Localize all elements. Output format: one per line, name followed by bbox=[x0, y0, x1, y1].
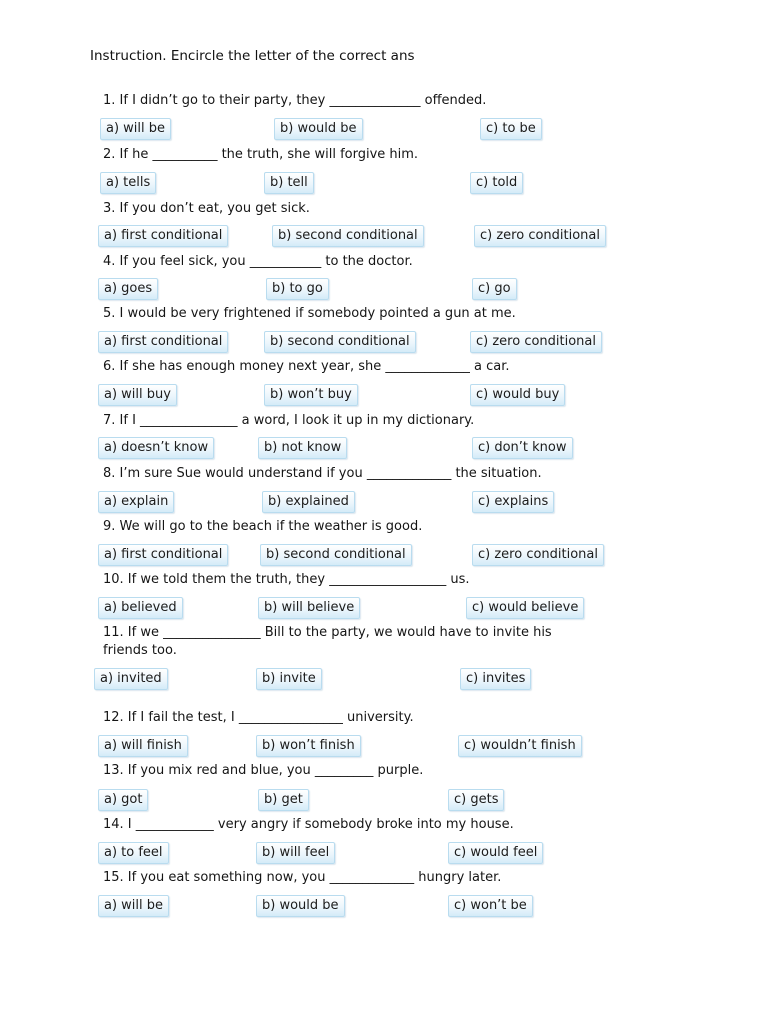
q10-option-c[interactable]: c) would believe bbox=[466, 597, 584, 619]
q15-option-c[interactable]: c) won’t be bbox=[448, 895, 533, 917]
question-12: 12. If I fail the test, I ________________ university. bbox=[103, 710, 414, 725]
q8-option-c[interactable]: c) explains bbox=[472, 491, 554, 513]
q5-option-b[interactable]: b) second conditional bbox=[264, 331, 416, 353]
question-7: 7. If I _______________ a word, I look it up in my dictionary. bbox=[103, 413, 475, 428]
q6-option-b[interactable]: b) won’t buy bbox=[264, 384, 358, 406]
question-14: 14. I ____________ very angry if somebody broke into my house. bbox=[103, 817, 514, 832]
q12-option-c[interactable]: c) wouldn’t finish bbox=[458, 735, 582, 757]
q2-option-c[interactable]: c) told bbox=[470, 172, 523, 194]
question-10: 10. If we told them the truth, they __________________ us. bbox=[103, 572, 470, 587]
q8-option-b[interactable]: b) explained bbox=[262, 491, 355, 513]
q5-option-c[interactable]: c) zero conditional bbox=[470, 331, 602, 353]
q9-option-a[interactable]: a) first conditional bbox=[98, 544, 228, 566]
q14-option-b[interactable]: b) will feel bbox=[256, 842, 335, 864]
q7-option-b[interactable]: b) not know bbox=[258, 437, 347, 459]
q2-option-a[interactable]: a) tells bbox=[100, 172, 156, 194]
question-9: 9. We will go to the beach if the weather is good. bbox=[103, 519, 423, 534]
q13-option-c[interactable]: c) gets bbox=[448, 789, 504, 811]
q1-option-b[interactable]: b) would be bbox=[274, 118, 363, 140]
question-2: 2. If he __________ the truth, she will forgive him. bbox=[103, 147, 419, 162]
q10-option-a[interactable]: a) believed bbox=[98, 597, 183, 619]
q6-option-c[interactable]: c) would buy bbox=[470, 384, 565, 406]
q11-option-c[interactable]: c) invites bbox=[460, 668, 531, 690]
question-5: 5. I would be very frightened if somebody pointed a gun at me. bbox=[103, 306, 516, 321]
q15-option-b[interactable]: b) would be bbox=[256, 895, 345, 917]
q11-option-b[interactable]: b) invite bbox=[256, 668, 322, 690]
q8-option-a[interactable]: a) explain bbox=[98, 491, 174, 513]
q1-option-c[interactable]: c) to be bbox=[480, 118, 542, 140]
question-11: 11. If we _______________ Bill to the party, we would have to invite his friends too. bbox=[103, 625, 552, 658]
q4-option-b[interactable]: b) to go bbox=[266, 278, 329, 300]
q3-option-b[interactable]: b) second conditional bbox=[272, 225, 424, 247]
question-8: 8. I’m sure Sue would understand if you _____________ the situation. bbox=[103, 466, 542, 481]
question-15: 15. If you eat something now, you _____________ hungry later. bbox=[103, 870, 502, 885]
q12-option-a[interactable]: a) will finish bbox=[98, 735, 188, 757]
q7-option-c[interactable]: c) don’t know bbox=[472, 437, 573, 459]
q13-option-a[interactable]: a) got bbox=[98, 789, 148, 811]
question-3: 3. If you don’t eat, you get sick. bbox=[103, 201, 310, 216]
q12-option-b[interactable]: b) won’t finish bbox=[256, 735, 361, 757]
q9-option-b[interactable]: b) second conditional bbox=[260, 544, 412, 566]
question-13: 13. If you mix red and blue, you _________ purple. bbox=[103, 763, 424, 778]
q6-option-a[interactable]: a) will buy bbox=[98, 384, 177, 406]
q1-option-a[interactable]: a) will be bbox=[100, 118, 171, 140]
question-4: 4. If you feel sick, you ___________ to the doctor. bbox=[103, 254, 413, 269]
q4-option-a[interactable]: a) goes bbox=[98, 278, 158, 300]
q4-option-c[interactable]: c) go bbox=[472, 278, 517, 300]
q14-option-c[interactable]: c) would feel bbox=[448, 842, 543, 864]
q15-option-a[interactable]: a) will be bbox=[98, 895, 169, 917]
q2-option-b[interactable]: b) tell bbox=[264, 172, 314, 194]
q9-option-c[interactable]: c) zero conditional bbox=[472, 544, 604, 566]
q3-option-a[interactable]: a) first conditional bbox=[98, 225, 228, 247]
q7-option-a[interactable]: a) doesn’t know bbox=[98, 437, 214, 459]
q10-option-b[interactable]: b) will believe bbox=[258, 597, 360, 619]
question-6: 6. If she has enough money next year, she _____________ a car. bbox=[103, 359, 510, 374]
question-1: 1. If I didn’t go to their party, they ______________ offended. bbox=[103, 93, 487, 108]
instruction-text: Instruction. Encircle the letter of the correct ans bbox=[90, 48, 415, 64]
q14-option-a[interactable]: a) to feel bbox=[98, 842, 169, 864]
q13-option-b[interactable]: b) get bbox=[258, 789, 309, 811]
q11-option-a[interactable]: a) invited bbox=[94, 668, 168, 690]
q5-option-a[interactable]: a) first conditional bbox=[98, 331, 228, 353]
q3-option-c[interactable]: c) zero conditional bbox=[474, 225, 606, 247]
